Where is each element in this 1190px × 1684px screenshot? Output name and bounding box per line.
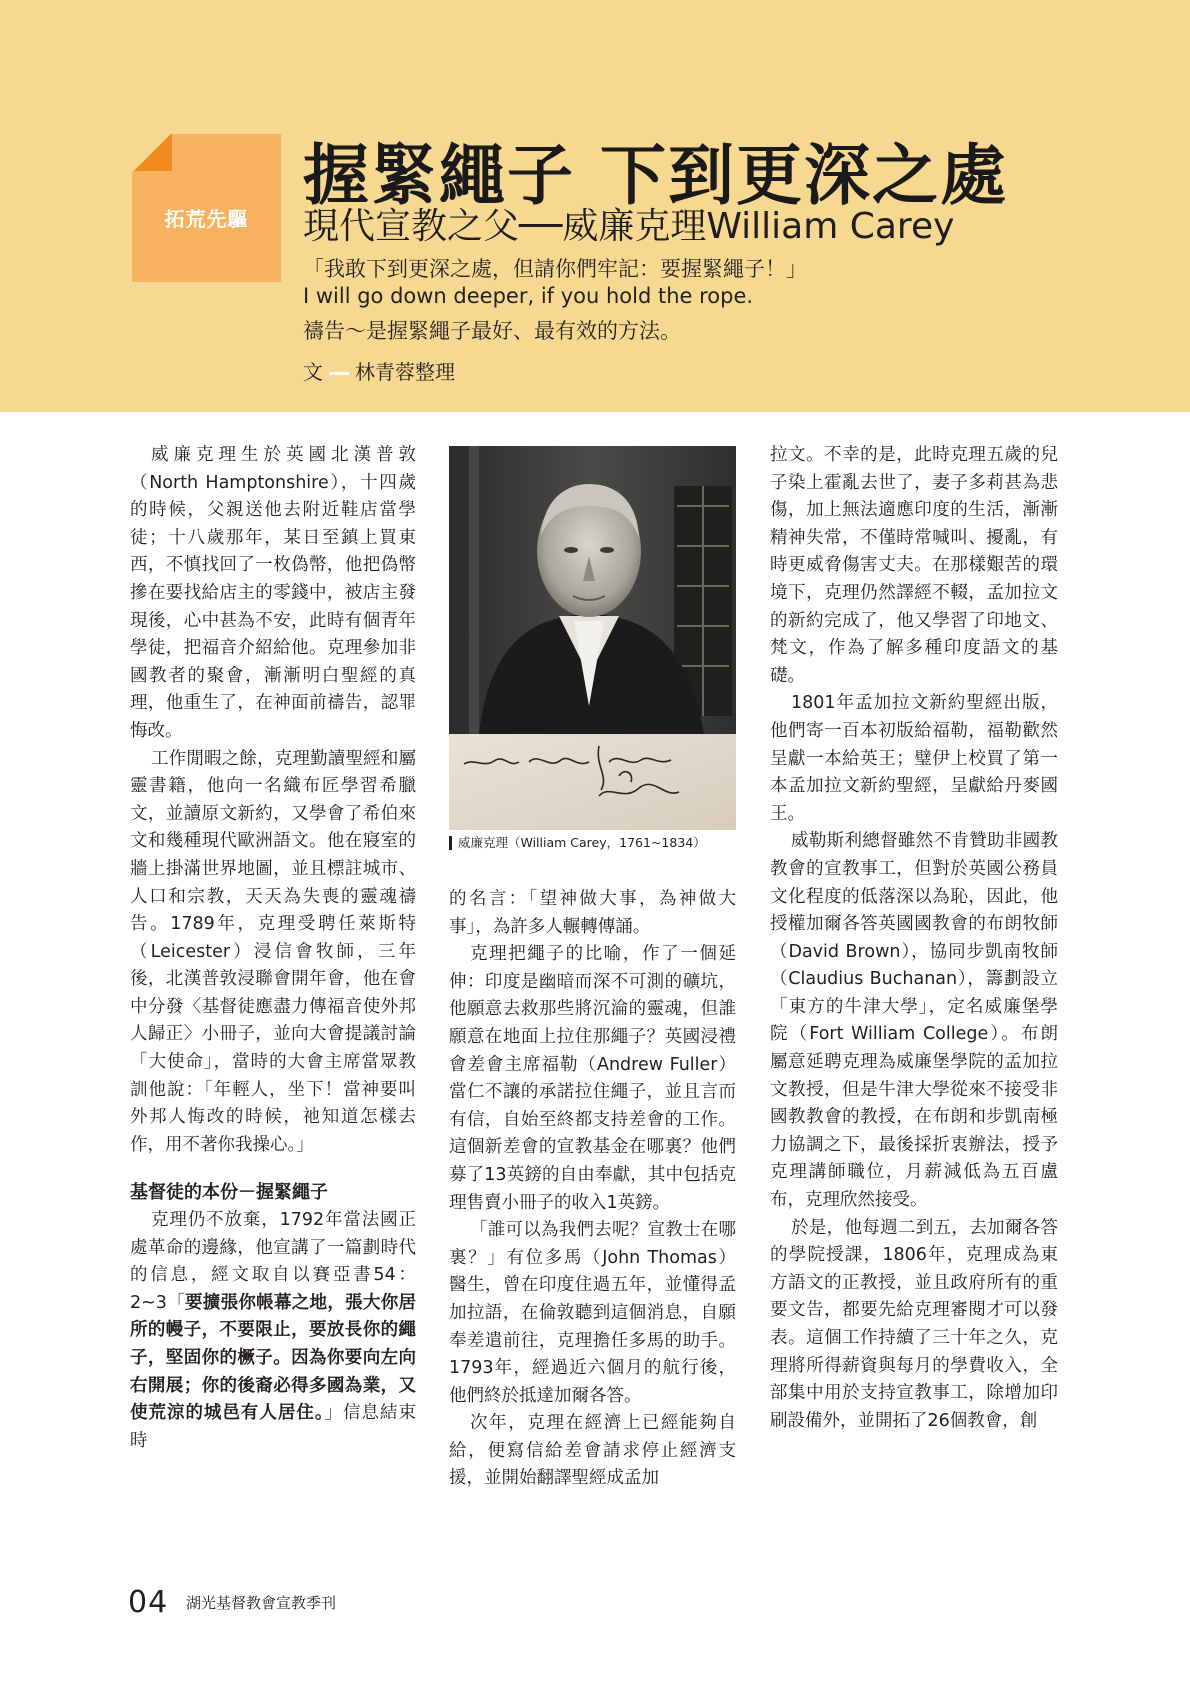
quote-english: I will go down deeper, if you hold the rope. bbox=[303, 284, 754, 308]
text-column-2 bbox=[449, 886, 736, 1493]
paragraph: 克理把繩子的比喻，作了一個延伸：印度是幽暗而深不可測的礦坑，他願意去救那些將沉淪的靈魂，但誰願意在地面上拉住那繩子？英國浸禮會差會主席福勒（Andrew Fuller）當仁不讓的承諾拉住繩子，並且言而有信，自始至終都支持差會的工作。這個新差會的宣教基金在哪裏？他們募了13英鎊的自由奉獻，其中包括克理售賣小冊子的收入1英鎊。 bbox=[449, 944, 736, 1213]
paragraph: 的名言：「望神做大事，為神做大事」，為許多人輾轉傳誦。 bbox=[449, 889, 736, 937]
paragraph: 次年，克理在經濟上已經能夠自給，便寫信給差會請求停止經濟支援，並開始翻譯聖經成孟加 bbox=[449, 1413, 736, 1489]
paragraph: 1801年孟加拉文新約聖經出版，他們寄一百本初版給福勒，福勒歡然呈獻一本給英王；璧伊上校買了第一本孟加拉文新約聖經，呈獻給丹麥國王。 bbox=[770, 693, 1058, 824]
quote-chinese: 「我敢下到更深之處，但請你們牢記：要握緊繩子！」 bbox=[303, 257, 807, 281]
portrait-engraving bbox=[449, 446, 736, 830]
publication-name: 湖光基督教會宣教季刊 bbox=[186, 1594, 337, 1612]
paragraph: 威勒斯利總督雖然不肯贊助非國教教會的宣教事工，但對於英國公務員文化程度的低落深以為恥，因此，他授權加爾各答英國國教會的布朗牧師（David Brown），協同步凱南牧師（Claudius Buchanan），籌劃設立「東方的牛津大學」，定名威廉堡學院（Fort William College）。布朗屬意延聘克理為威廉堡學院的孟加拉文教授，但是牛津大學從來不接受非國教教會的教授，在布朗和步凱南極力協調之下，最後採折衷辦法，授予克理講師職位，月薪減低為五百盧布，克理欣然接受。 bbox=[770, 831, 1058, 1211]
quote-prayer: 禱告～是握緊繩子最好、最有效的方法。 bbox=[303, 319, 681, 343]
paragraph bbox=[130, 1207, 416, 1455]
scripture-quote: 要擴張你帳幕之地，張大你居所的幔子，不要限止，要放長你的繩子，堅固你的橛子。因為你要向左向右開展；你的後裔必得多國為業，又使荒涼的城邑有人居住。 bbox=[130, 1292, 416, 1424]
paragraph: 拉文。不幸的是，此時克理五歲的兒子染上霍亂去世了，妻子多莉甚為悲傷，加上無法適應印度的生活，漸漸精神失常，不僅時常喊叫、擾亂，有時更威脅傷害丈夫。在那樣艱苦的環境下，克理仍然譯經不輟，孟加拉文的新約完成了，他又學習了印地文、梵文，作為了解多種印度語文的基礎。 bbox=[770, 445, 1058, 686]
section-heading: 基督徒的本份－握緊繩子 bbox=[130, 1182, 328, 1204]
text-column-1 bbox=[130, 442, 416, 1455]
article-subtitle: 現代宣教之父──威廉克理William Carey bbox=[303, 206, 955, 247]
byline bbox=[303, 356, 455, 385]
paragraph: 「誰可以為我們去呢？宣教士在哪裏？」有位多馬（John Thomas）醫生，曾在印度住過五年，並懂得孟加拉語，在倫敦聽到這個消息，自願奉差遣前往，克理擔任多馬的助手。1793年，經過近六個月的航行後，他們終於抵達加爾各答。 bbox=[449, 1220, 736, 1406]
article-title: 握緊繩子 下到更深之處 bbox=[303, 137, 1008, 214]
page-number: 04 bbox=[128, 1585, 169, 1620]
paragraph: 於是，他每週二到五，去加爾各答的學院授課，1806年，克理成為東方語文的正教授，並且政府所有的重要文告，都要先給克理審閱才可以發表。這個工作持續了三十年之久，克理將所得薪資與每月的學費收入，全部集中用於支持宣教事工，除增加印刷設備外，並開拓了26個教會，創 bbox=[770, 1217, 1058, 1431]
byline-prefix: 文 bbox=[303, 360, 323, 384]
paragraph-intro: 克理仍不放棄，1792年當法國正處革命的邊緣，他宣講了一篇劃時代的信息，經文取自以賽亞書54：2~3「 bbox=[130, 1210, 416, 1313]
tag-corner-fold bbox=[132, 134, 172, 171]
photo-caption: 威廉克理（William Carey，1761~1834） bbox=[449, 836, 706, 850]
text-column-3 bbox=[770, 442, 1058, 1435]
byline-author: 林青蓉整理 bbox=[355, 360, 455, 384]
portrait-image bbox=[449, 446, 736, 830]
paragraph-end: 」信息結束時 bbox=[130, 1403, 417, 1451]
paragraph: 威廉克理生於英國北漢普敦（North Hamptonshire），十四歲的時候，父親送他去附近鞋店當學徒；十八歲那年，某日至鎮上買東西，不慎找回了一枚偽幣，他把偽幣摻在要找給店主的零錢中，被店主發現後，心中甚為不安，此時有個青年學徒，把福音介紹給他。克理參加非國教者的聚會，漸漸明白聖經的真理，他重生了，在神面前禱告，認罪悔改。 bbox=[130, 445, 416, 741]
byline-dash bbox=[329, 372, 349, 375]
paragraph: 工作閒暇之餘，克理勤讀聖經和屬靈書籍，他向一名織布匠學習希臘文，並讀原文新約，又學會了希伯來文和幾種現代歐洲語文。他在寢室的牆上掛滿世界地圖，並且標註城市、人口和宗教，天天為失喪的靈魂禱告。1789年，克理受聘任萊斯特（Leicester）浸信會牧師，三年後，北漢普敦浸聯會開年會，他在會中分發〈基督徒應盡力傳福音使外邦人歸正〉小冊子，並向大會提議討論「大使命」，當時的大會主席當眾教訓他說：「年輕人，坐下！當神要叫外邦人悔改的時候，祂知道怎樣去作，用不著你我操心。」 bbox=[130, 748, 416, 1155]
category-tag-label: 拓荒先驅 bbox=[164, 207, 249, 231]
